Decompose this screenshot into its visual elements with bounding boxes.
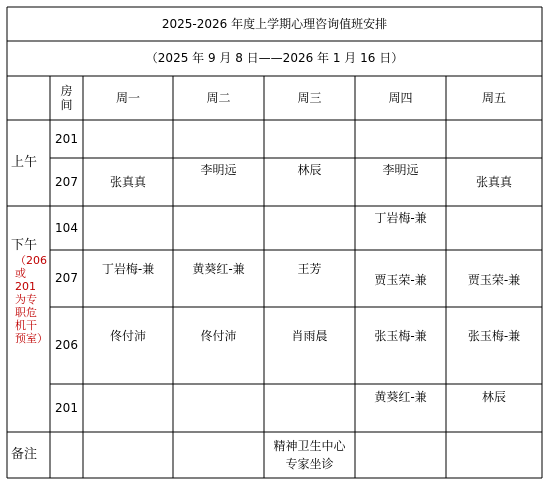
room-number: 207 bbox=[55, 271, 78, 286]
morning-label: 上午 bbox=[11, 155, 38, 171]
day-header-mon: 周一 bbox=[115, 90, 140, 105]
afternoon-label-block bbox=[7, 238, 50, 398]
remarks-cell-wed: 精神卫生中心 专家坐诊 bbox=[273, 439, 346, 471]
room-number: 206 bbox=[55, 338, 78, 353]
schedule-cell-fri: 林辰 bbox=[481, 390, 506, 404]
day-header-fri: 周五 bbox=[481, 90, 506, 105]
room-number: 104 bbox=[55, 220, 78, 235]
afternoon-label: 下午 bbox=[11, 238, 38, 253]
date-range: （2025 年 9 月 8 日——2026 年 1 月 16 日） bbox=[145, 51, 404, 66]
room-number: 207 bbox=[55, 174, 78, 189]
afternoon-note: （206 或 201 为专 职危 机干 预室） bbox=[15, 253, 48, 345]
schedule-title: 2025-2026 年度上学期心理咨询值班安排 bbox=[161, 16, 388, 31]
room-number: 201 bbox=[55, 400, 78, 415]
schedule-cell-wed: 林辰 bbox=[297, 163, 322, 177]
schedule-cell-mon: 张真真 bbox=[109, 174, 146, 189]
schedule-cell-thu: 丁岩梅-兼 bbox=[374, 211, 427, 225]
schedule-cell-fri: 张玉梅-兼 bbox=[467, 329, 521, 343]
schedule-cell-tue: 黄葵红-兼 bbox=[192, 262, 245, 276]
schedule-cell-thu: 贾玉荣-兼 bbox=[374, 272, 427, 287]
room-header: 房 间 bbox=[60, 83, 73, 112]
schedule-cell-fri: 贾玉荣-兼 bbox=[467, 272, 521, 287]
remarks-label: 备注 bbox=[11, 447, 38, 463]
day-header-wed: 周三 bbox=[297, 90, 322, 105]
schedule-cell-thu: 李明远 bbox=[382, 163, 419, 177]
schedule-cell-fri: 张真真 bbox=[475, 174, 512, 189]
schedule-cell-thu: 张玉梅-兼 bbox=[374, 329, 427, 343]
day-header-thu: 周四 bbox=[388, 90, 413, 105]
day-header-tue: 周二 bbox=[206, 90, 231, 105]
schedule-cell-wed: 肖雨晨 bbox=[291, 329, 328, 343]
schedule-cell-tue: 李明远 bbox=[200, 163, 237, 177]
schedule-cell-mon: 佟付沛 bbox=[109, 329, 146, 343]
schedule-cell-thu: 黄葵红-兼 bbox=[374, 390, 427, 404]
schedule-cell-tue: 佟付沛 bbox=[200, 329, 237, 343]
schedule-cell-mon: 丁岩梅-兼 bbox=[101, 262, 155, 276]
schedule-cell-wed: 王芳 bbox=[297, 262, 322, 276]
room-number: 201 bbox=[55, 131, 78, 146]
